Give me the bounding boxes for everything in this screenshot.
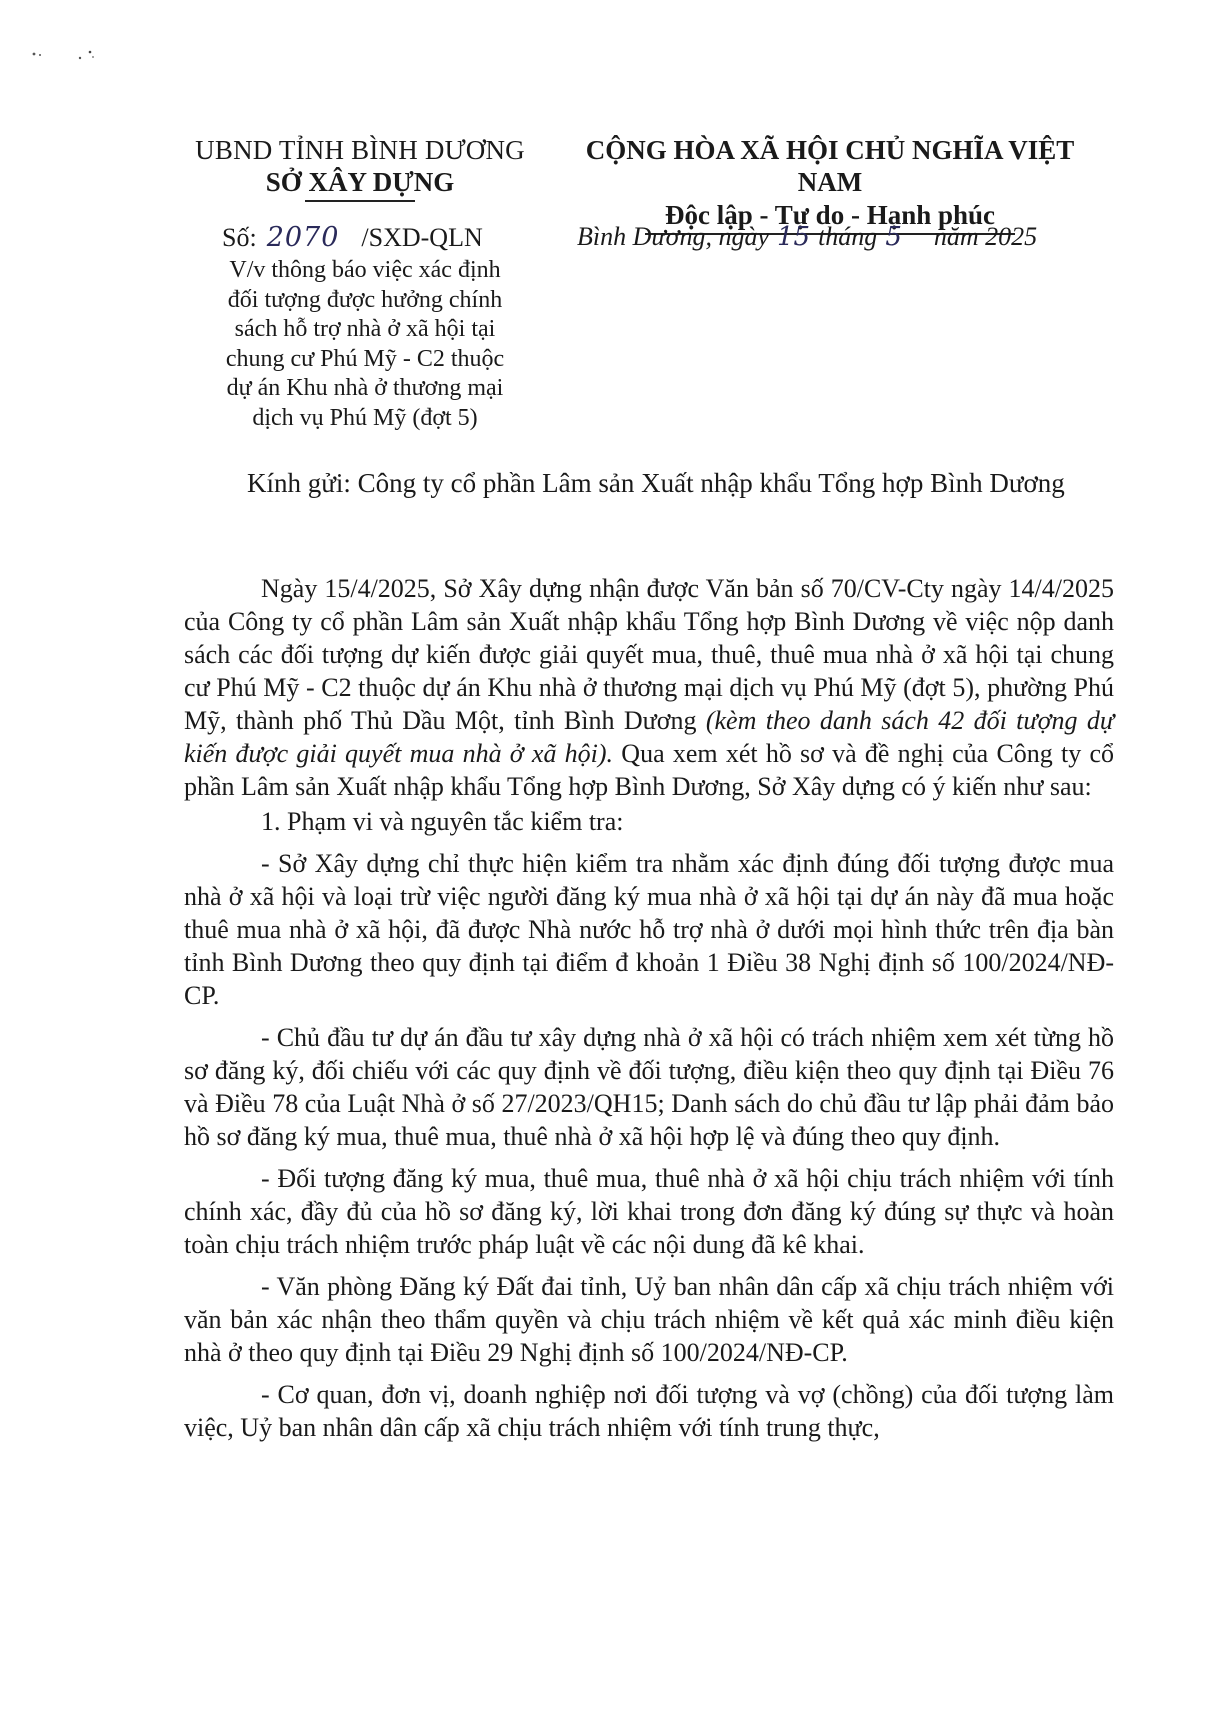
intro-italic-note: (kèm theo danh sách 42 đối tượng dự kiến được giải quyết mua nhà ở xã hội).	[184, 706, 1114, 768]
national-title: CỘNG HÒA XÃ HỘI CHỦ NGHĨA VIỆT NAM	[585, 135, 1075, 197]
doc-number-label: Số:	[222, 223, 257, 252]
bullet-paragraph-2: - Chủ đầu tư dự án đầu tư xây dựng nhà ở xã hội có trách nhiệm xem xét từng hồ sơ đăng ký, đối chiếu với các quy định về đối tượng, điều kiện theo quy định tại Điều 76 và Điều 78 của Luật Nhà ở số 27/2023/QH15; Danh sách do chủ đầu tư lập phải đảm bảo hồ sơ đăng ký mua, thuê mua, thuê nhà ở xã hội hợp lệ và đúng theo quy định.	[184, 1023, 1114, 1151]
recipient-line: Kính gửi: Công ty cổ phần Lâm sản Xuất nhập khẩu Tổng hợp Bình Dương	[247, 468, 1065, 498]
bullet-paragraph-3: - Đối tượng đăng ký mua, thuê mua, thuê nhà ở xã hội chịu trách nhiệm với tính chính xác, đầy đủ của hồ sơ đăng ký, lời khai trong đơn đăng ký đúng sự thực và hoàn toàn chịu trách nhiệm trước pháp luật về các nội dung đã kê khai.	[184, 1164, 1114, 1259]
subject-line: sách hỗ trợ nhà ở xã hội tại	[234, 316, 496, 342]
date-day-handwritten: 15	[776, 222, 811, 252]
bullet-paragraph-5: - Cơ quan, đơn vị, doanh nghiệp nơi đối tượng và vợ (chồng) của đối tượng làm việc, Uỷ ban nhân dân cấp xã chịu trách nhiệm với tính trung thực,	[184, 1380, 1114, 1442]
document-number	[222, 222, 483, 253]
intro-text-b: Qua xem xét hồ sơ và đề nghị của Công ty cổ phần Lâm sản Xuất nhập khẩu Tổng hợp Bình Dương, Sở Xây dựng có ý kiến như sau:	[184, 739, 1115, 801]
date-month-label: tháng	[818, 222, 878, 251]
doc-number-handwritten: 2070	[266, 222, 340, 253]
document-body	[184, 572, 1114, 1453]
date-month-handwritten: 5	[885, 222, 902, 252]
section-heading-1: 1. Phạm vi và nguyên tắc kiểm tra:	[261, 807, 624, 836]
subject-line: dự án Khu nhà ở thương mại	[226, 375, 504, 401]
doc-number-suffix: /SXD-QLN	[361, 223, 483, 252]
subject-line: V/v thông báo việc xác định	[229, 257, 501, 283]
bullet-paragraph-1: - Sở Xây dựng chỉ thực hiện kiểm tra nhằm xác định đúng đối tượng được mua nhà ở xã hội và loại trừ việc người đăng ký mua nhà ở xã hội tại dự án này đã mua hoặc thuê mua nhà ở xã hội, đã được Nhà nước hỗ trợ nhà ở dưới mọi hình thức trên địa bàn tỉnh Bình Dương theo quy định tại điểm đ khoản 1 Điều 38 Nghị định số 100/2024/NĐ-CP.	[184, 849, 1114, 1010]
subject-line: chung cư Phú Mỹ - C2 thuộc	[225, 345, 505, 372]
national-title-block	[560, 134, 1100, 235]
issuing-agency-block	[190, 134, 530, 202]
agency-name: SỞ XÂY DỰNG	[265, 167, 455, 197]
agency-parent: UBND TỈNH BÌNH DƯƠNG	[195, 135, 525, 165]
place-and-date	[577, 222, 1037, 252]
place-date-prefix: Bình Dương, ngày	[577, 222, 769, 251]
subject-summary	[205, 256, 525, 433]
subject-line: dịch vụ Phú Mỹ (đợt 5)	[252, 404, 478, 431]
subject-line: đối tượng được hưởng chính	[227, 286, 503, 313]
agency-underline	[305, 200, 415, 202]
intro-text-a: Ngày 15/4/2025, Sở Xây dựng nhận được Văn bản số 70/CV-Cty ngày 14/4/2025 của Công ty cổ phần Lâm sản Xuất nhập khẩu Tổng hợp Bình Dương về việc nộp danh sách các đối tượng dự kiến được giải quyết mua, thuê, thuê mua nhà ở xã hội tại chung cư Phú Mỹ - C2 thuộc dự án Khu nhà ở thương mại dịch vụ Phú Mỹ (đợt 5), phường Phú Mỹ, thành phố Thủ Dầu Một, tỉnh Bình Dương	[184, 574, 1114, 735]
intro-paragraph	[184, 572, 1114, 803]
bullet-paragraph-4: - Văn phòng Đăng ký Đất đai tỉnh, Uỷ ban nhân dân cấp xã chịu trách nhiệm với văn bản xác nhận theo thẩm quyền và chịu trách nhiệm về kết quả xác minh điều kiện nhà ở theo quy định tại Điều 29 Nghị định số 100/2024/NĐ-CP.	[184, 1272, 1114, 1367]
date-year: năm 2025	[933, 222, 1038, 251]
scan-specks	[28, 46, 118, 66]
national-motto: Độc lập - Tự do - Hạnh phúc	[664, 200, 996, 230]
